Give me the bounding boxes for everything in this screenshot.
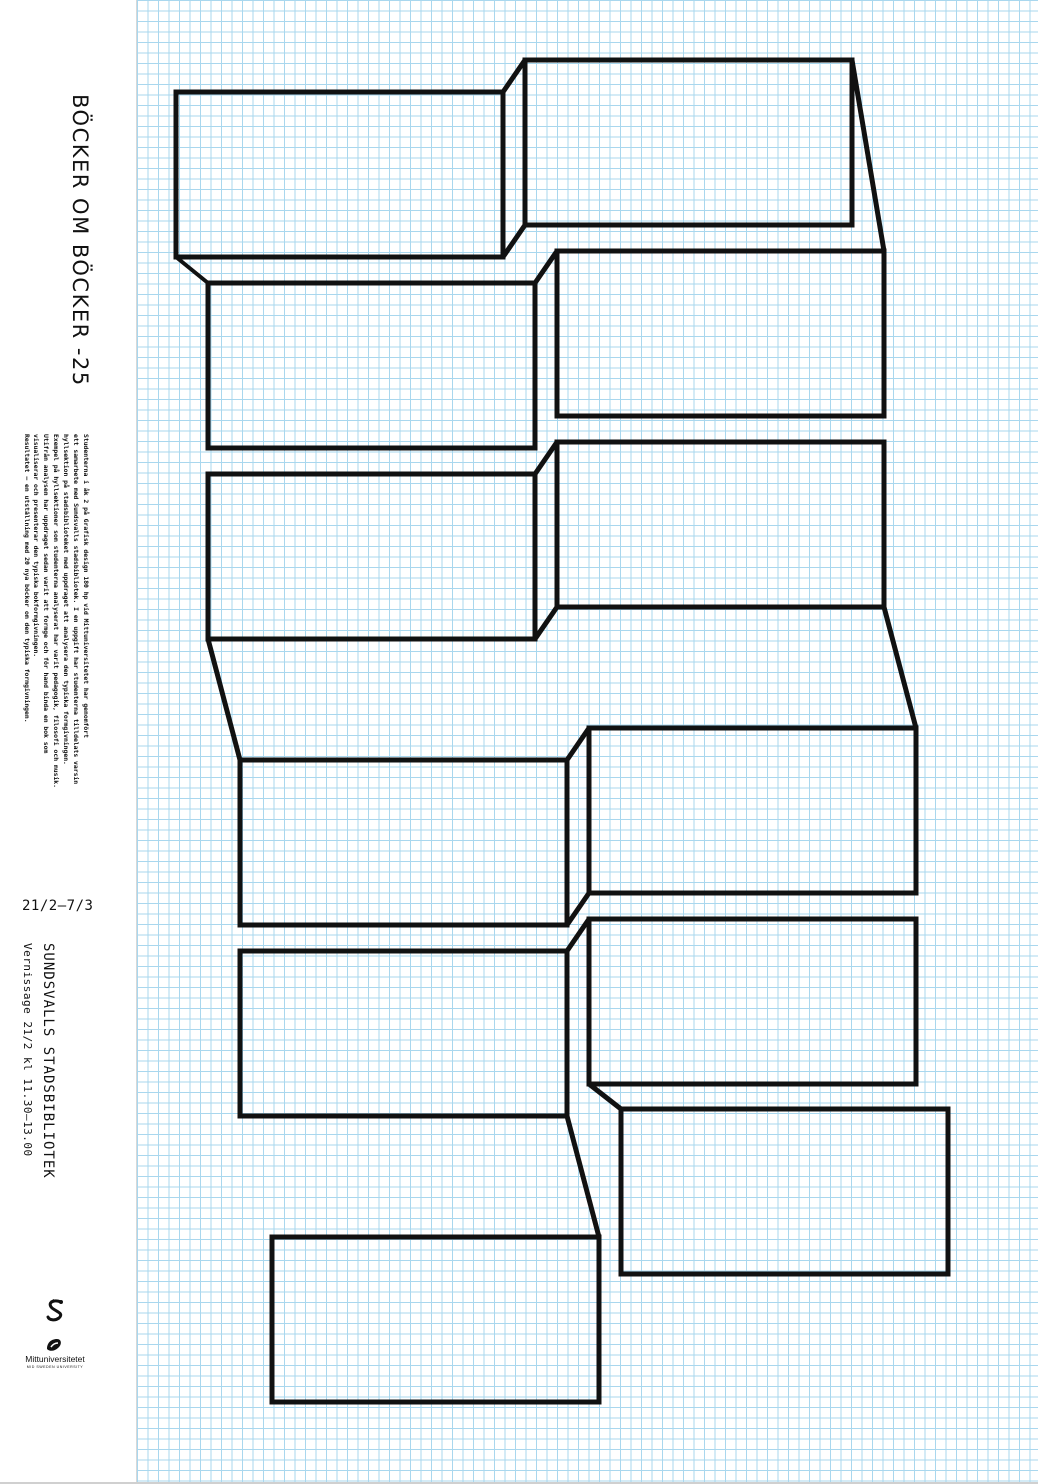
book-box-11	[272, 1237, 599, 1402]
description-line: hyllsektion på stadsbiblioteket med uppdraget att analysera den typiska formgivningen.	[62, 434, 71, 765]
book-box-5	[208, 474, 535, 639]
mittuniversitetet-logo-icon	[45, 1337, 63, 1353]
description-line: Utifrån analysen har uppdraget sedan varit att formge och för hand binda en bok som	[42, 434, 51, 754]
book-box-4	[557, 251, 884, 416]
university-subtitle: MID SWEDEN UNIVERSITY	[26, 1365, 84, 1369]
book-box-7	[240, 760, 567, 925]
university-name: Mittuniversitetet	[25, 1354, 85, 1364]
venue-name: SUNDSVALLS STADSBIBLIOTEK	[40, 943, 56, 1179]
book-box-10	[589, 919, 916, 1084]
vernissage-info: Vernissage 21/2 kl 11.30–13.00	[21, 943, 34, 1157]
book-box-9	[240, 951, 567, 1116]
book-box-6	[557, 442, 884, 607]
description-text	[21, 434, 90, 788]
book-box-1	[176, 92, 503, 257]
book-box-8	[589, 728, 916, 893]
book-box-2	[525, 60, 852, 225]
description-line: Exempel på hyllsektioner som studenterna analyserat har varit pedagogik, filosofi och musik.	[52, 434, 61, 788]
description-line: Resultatet – en utställning med 20 nya böcker om den typiska formgivningen.	[22, 434, 31, 723]
description-line: ett samarbete med Sundsvalls stadsbibliotek. I en uppgift har studenterna tilldelats varsin	[72, 434, 81, 785]
description-line: visualiserar och presenterar den typiska bokformgivningen.	[32, 434, 41, 658]
exhibition-dates: 21/2–7/3	[22, 898, 94, 914]
book-box-12	[621, 1109, 948, 1274]
book-box-3	[208, 283, 535, 448]
dragon-logo-icon	[44, 1298, 66, 1322]
description-line: Studenterna i åk 2 på Grafisk design 180 hp vid Mittuniversitetet har genomfört	[82, 434, 90, 738]
poster-title: BÖCKER OM BÖCKER -25	[68, 94, 92, 387]
